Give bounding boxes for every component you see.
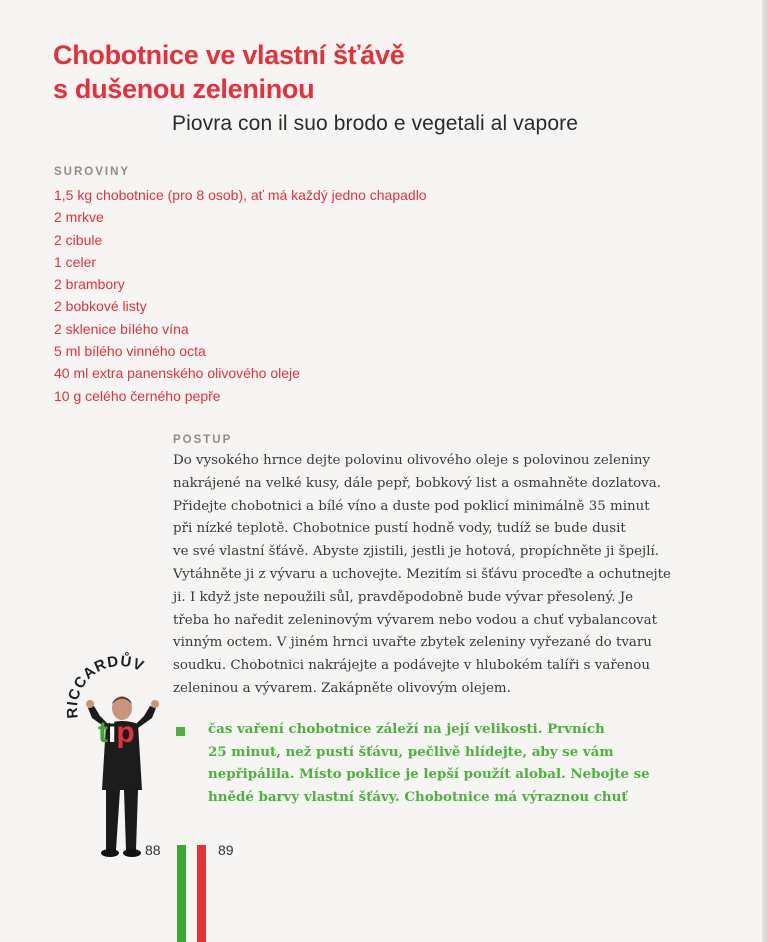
procedure-line: Do vysokého hrnce dejte polovinu olivového oleje s polovinou zeleniny bbox=[173, 453, 651, 468]
recipe-title-line-1: Chobotnice ve vlastní šťávě bbox=[53, 40, 405, 70]
procedure-line: při nízké teplotě. Chobotnice pustí hodně vody, tudíž se bude dusit bbox=[173, 521, 626, 537]
recipe-title bbox=[53, 38, 404, 106]
tip-line: 25 minut, než pustí šťávu, pečlivě hlídejte, aby se vám bbox=[208, 743, 614, 760]
procedure-line: ve své vlastní šťávě. Abyste zjistili, jestli je hotová, propíchněte ji špejlí. bbox=[173, 544, 660, 560]
ingredient-item: 2 brambory bbox=[54, 276, 125, 293]
page-number-left: 88 bbox=[145, 842, 161, 858]
flag-stripe-green bbox=[177, 845, 186, 942]
ingredient-item: 2 bobkové listy bbox=[54, 298, 147, 315]
procedure-heading: POSTUP bbox=[173, 434, 233, 446]
ingredient-item: 2 mrkve bbox=[54, 209, 104, 226]
ingredient-item: 1 celer bbox=[54, 253, 97, 270]
procedure-line: třeba ho naředit zeleninovým vývarem nebo vodou a chuť vybalancovat bbox=[173, 612, 657, 628]
ingredient-item: 40 ml extra panenského olivového oleje bbox=[54, 365, 300, 382]
riccarduv-logo-text: RICCARDŮV bbox=[63, 652, 147, 720]
procedure-line: soudku. Chobotnici nakrájejte a podávejte v hlubokém talíři s vařenou bbox=[173, 658, 650, 674]
flag-stripe-red bbox=[197, 845, 206, 942]
procedure-line: ji. I když jste nepoužili sůl, pravděpodobně bude vývar přesolený. Je bbox=[173, 589, 634, 605]
ingredient-item: 5 ml bílého vinného octa bbox=[54, 343, 206, 360]
ingredient-item: 10 g celého černého pepře bbox=[54, 387, 221, 404]
tip-line: nepřipálila. Místo poklice je lepší použít alobal. Nebojte se bbox=[208, 766, 650, 783]
procedure-text bbox=[173, 450, 673, 701]
ingredient-item: 2 cibule bbox=[54, 231, 103, 248]
chef-figure-illustration bbox=[80, 690, 170, 865]
recipe-title-line-2: s dušenou zeleninou bbox=[53, 74, 315, 104]
procedure-line: zeleninou a vývarem. Zakápněte olivovým olejem. bbox=[173, 680, 511, 696]
ingredient-item: 1,5 kg chobotnice (pro 8 osob), ať má každý jedno chapadlo bbox=[54, 187, 427, 203]
tip-line: čas vaření chobotnice záleží na její velikosti. Prvních bbox=[208, 721, 605, 737]
tip-line: hnědé barvy vlastní šťávy. Chobotnice má výraznou chuť bbox=[208, 788, 628, 805]
ingredient-item: 2 sklenice bílého vína bbox=[54, 320, 189, 337]
procedure-line: Vytáhněte ji z vývaru a uchovejte. Mezitím si šťávu proceďte a ochutnejte bbox=[173, 566, 671, 582]
page-edge bbox=[762, 0, 768, 942]
procedure-line: nakrájené na velké kusy, dále pepř, bobkový list a osmahněte dozlatova. bbox=[173, 475, 661, 491]
procedure-line: vinným octem. V jiném hrnci uvařte zbytek zeleniny vyřezané do tvaru bbox=[173, 635, 652, 651]
ingredients-heading: SUROVINY bbox=[54, 166, 131, 178]
tip-text bbox=[208, 718, 650, 808]
tip-logo-word: tip bbox=[98, 716, 135, 749]
tip-bullet bbox=[176, 727, 185, 736]
recipe-subtitle: Piovra con il suo brodo e vegetali al vapore bbox=[172, 112, 578, 135]
ingredients-list bbox=[54, 184, 427, 407]
procedure-line: Přidejte chobotnici a bílé víno a duste pod poklicí minimálně 35 minut bbox=[173, 498, 650, 514]
page-number-right: 89 bbox=[218, 842, 234, 858]
